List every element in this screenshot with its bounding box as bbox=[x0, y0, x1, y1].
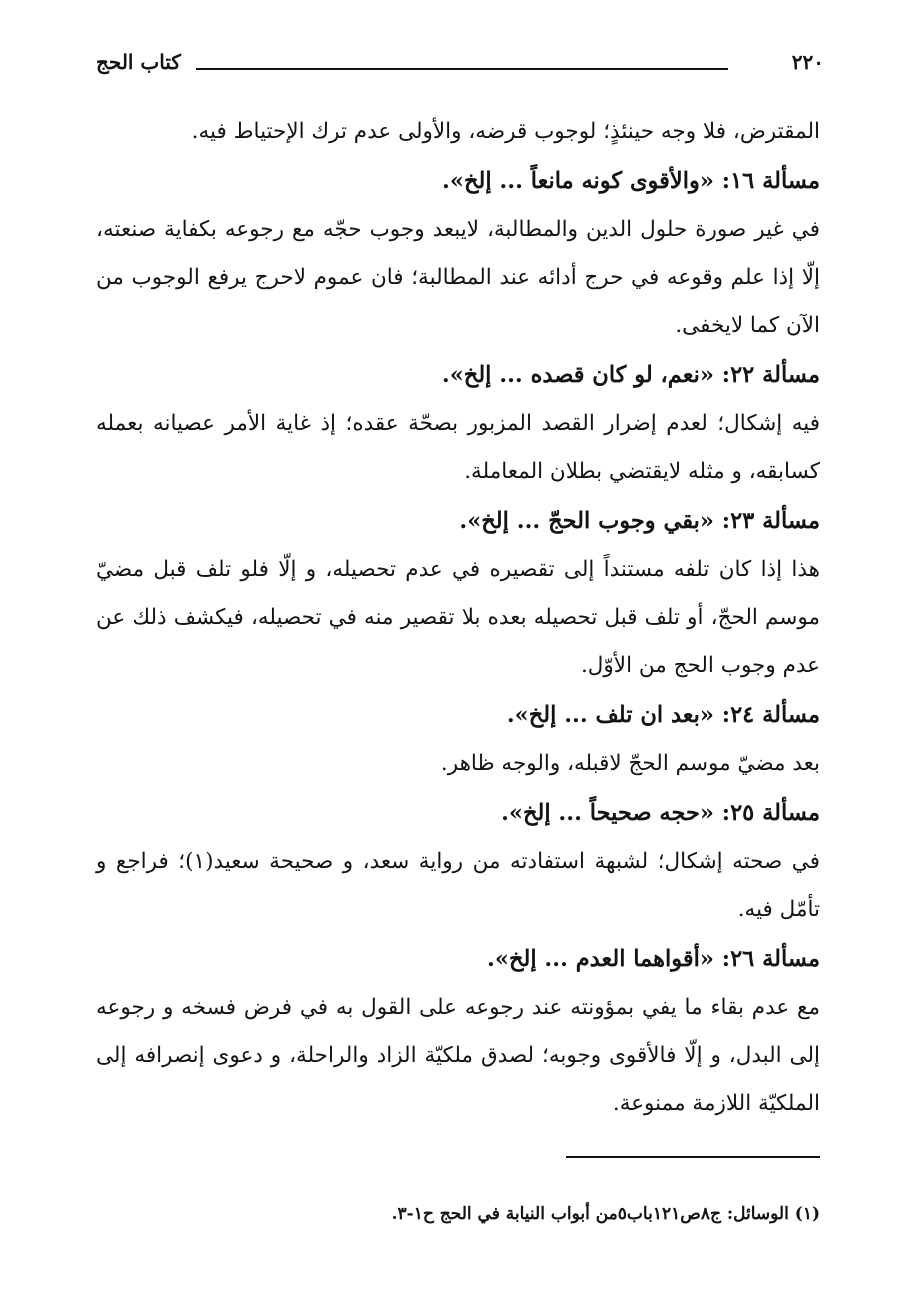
paragraph: هذا إذا كان تلفه مستنداً إلى تقصيره في عدم تحصيله، و إلّا فلو تلف قبل مضيّ موسم الحجّ، أو تلف قبل تحصيله بعده بلا تقصير منه في تحصيله، فيكشف ذلك عن عدم وجوب الحج من الأوّل. bbox=[96, 557, 820, 678]
issue-heading: مسألة ٢٦: «أقواهما العدم ... إلخ». bbox=[487, 946, 820, 972]
running-title: كتاب الحج bbox=[96, 50, 181, 74]
page-number: ٢٢٠ bbox=[791, 50, 824, 74]
paragraph: مع عدم بقاء ما يفي بمؤونته عند رجوعه على القول به في فرض فسخه و رجوعه إلى البدل، و إلّا فالأقوى وجوبه؛ لصدق ملكيّة الزاد والراحلة، و دعوى إنصرافه إلى الملكيّة اللازمة ممنوعة. bbox=[96, 995, 820, 1116]
page-header bbox=[96, 48, 824, 88]
issue-heading: مسألة ٢٢: «نعم، لو كان قصده ... إلخ». bbox=[441, 362, 820, 388]
footnote: (١) الوسائل: ج٨ص١٢١باب٥من أبواب النيابة في الحج ح١-٣. bbox=[391, 1204, 820, 1224]
paragraph: في صحته إشكال؛ لشبهة استفادته من رواية سعد، و صحيحة سعيد(١)؛ فراجع و تأمّل فيه. bbox=[96, 849, 820, 922]
paragraph: المقترض، فلا وجه حينئذٍ؛ لوجوب قرضه، والأولى عدم ترك الإحتياط فيه. bbox=[191, 119, 820, 144]
page-body bbox=[96, 108, 820, 1128]
paragraph: في غير صورة حلول الدين والمطالبة، لايبعد وجوب حجّه مع رجوعه بكفاية صنعته، إلّا إذا علم وقوعه في حرج أدائه عند المطالبة؛ فان عموم لاحرج يرفع الوجوب من الآن كما لايخفى. bbox=[96, 217, 820, 338]
footnote-separator bbox=[566, 1156, 820, 1158]
issue-heading: مسألة ٢٤: «بعد ان تلف ... إلخ». bbox=[506, 702, 820, 728]
paragraph: فيه إشكال؛ لعدم إضرار القصد المزبور بصحّة عقده؛ إذ غاية الأمر عصيانه بعمله كسابقه، و مثله لايقتضي بطلان المعاملة. bbox=[96, 411, 820, 484]
paragraph: بعد مضيّ موسم الحجّ لاقبله، والوجه ظاهر. bbox=[440, 751, 820, 776]
issue-heading: مسألة ١٦: «والأقوى كونه مانعاً ... إلخ». bbox=[442, 168, 820, 194]
header-rule bbox=[196, 68, 728, 70]
issue-heading: مسألة ٢٥: «حجه صحيحاً ... إلخ». bbox=[501, 800, 820, 826]
issue-heading: مسألة ٢٣: «بقي وجوب الحجّ ... إلخ». bbox=[459, 508, 820, 534]
